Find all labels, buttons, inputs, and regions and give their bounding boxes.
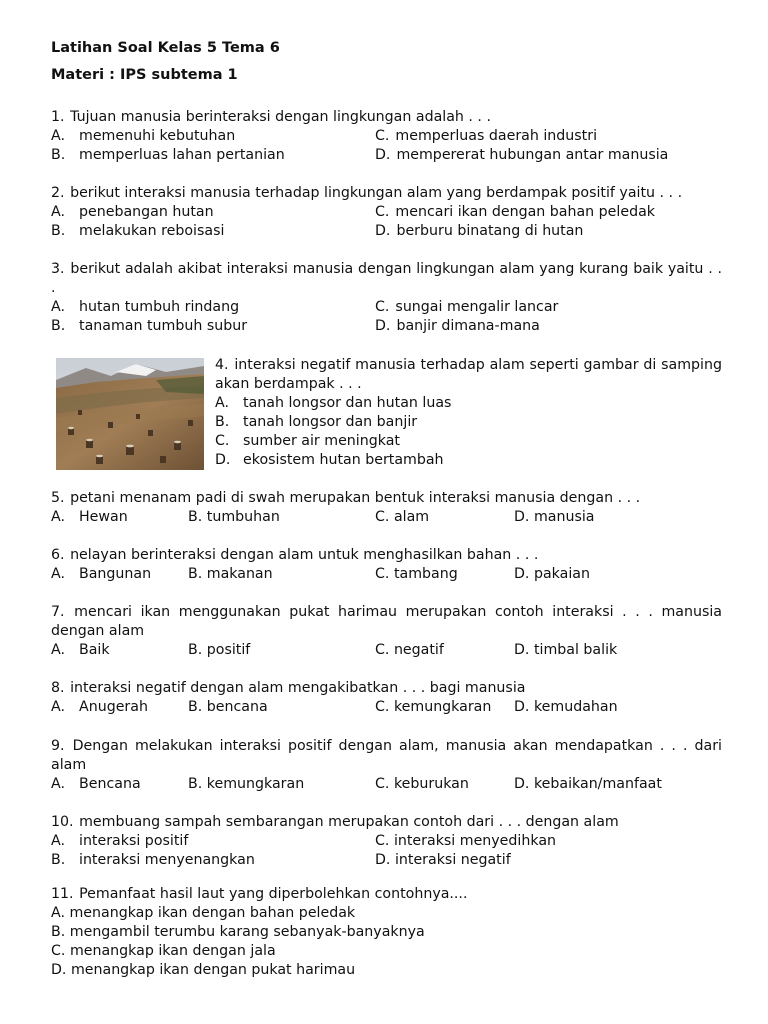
deforestation-illustration	[56, 358, 204, 470]
option-b: B. makanan	[188, 566, 273, 582]
question-text: interaksi negatif manusia terhadap alam seperti gambar di samping akan berdampak . . .	[215, 357, 722, 392]
option-b: B. tumbuhan	[188, 509, 280, 525]
question-5	[51, 489, 722, 527]
question-3	[51, 260, 722, 336]
question-number: 3.	[51, 261, 65, 277]
question-2	[51, 184, 722, 241]
question-number: 11.	[51, 886, 74, 902]
option-b: B. melakukan reboisasi	[51, 223, 225, 239]
worksheet-subtitle: Materi : IPS subtema 1	[51, 67, 238, 83]
option-b: B. memperluas lahan pertanian	[51, 147, 285, 163]
option-d: D. kemudahan	[514, 699, 618, 715]
option-d: D. pakaian	[514, 566, 590, 582]
option-c: C. tambang	[375, 566, 458, 582]
option-a: A. Baik	[51, 642, 110, 658]
question-text: berikut interaksi manusia terhadap lingkungan alam yang berdampak positif yaitu . . .	[70, 185, 683, 201]
question-text: membuang sampah sembarangan merupakan contoh dari . . . dengan alam	[79, 814, 619, 830]
question-text: Dengan melakukan interaksi positif dengan alam, manusia akan mendapatkan . . . dari alam	[51, 738, 722, 773]
option-c: C. memperluas daerah industri	[375, 128, 598, 144]
question-text: petani menanam padi di swah merupakan bentuk interaksi manusia dengan . . .	[70, 490, 641, 506]
option-c: C. interaksi menyedihkan	[375, 833, 557, 849]
question-number: 1.	[51, 109, 65, 125]
option-d: D. interaksi negatif	[375, 852, 511, 868]
question-text: berikut adalah akibat interaksi manusia dengan lingkungan alam yang kurang baik yaitu . . .	[51, 261, 722, 296]
question-6	[51, 546, 722, 584]
question-number: 9.	[51, 738, 65, 754]
question-number: 6.	[51, 547, 65, 563]
question-number: 2.	[51, 185, 65, 201]
question-11	[51, 885, 722, 980]
question-text: Pemanfaat hasil laut yang diperbolehkan contohnya....	[79, 886, 468, 902]
option-d: D. banjir dimana-mana	[375, 318, 540, 334]
option-a: A. menangkap ikan dengan bahan peledak	[51, 905, 356, 921]
option-c: C. negatif	[375, 642, 444, 658]
question-9	[51, 737, 722, 794]
option-d: D. kebaikan/manfaat	[514, 776, 662, 792]
option-b: B. bencana	[188, 699, 268, 715]
option-b: B. tanaman tumbuh subur	[51, 318, 248, 334]
worksheet-title: Latihan Soal Kelas 5 Tema 6	[51, 40, 280, 56]
option-c: C. mencari ikan dengan bahan peledak	[375, 204, 655, 220]
question-text: Tujuan manusia berinteraksi dengan lingkungan adalah . . .	[70, 109, 491, 125]
deforested-hillside-photo	[56, 358, 204, 470]
option-a: A. tanah longsor dan hutan luas	[215, 395, 452, 411]
option-a: A. Anugerah	[51, 699, 148, 715]
option-c: C. alam	[375, 509, 430, 525]
option-c: C. kemungkaran	[375, 699, 492, 715]
option-b: B. mengambil terumbu karang sebanyak-banyaknya	[51, 924, 425, 940]
question-4	[215, 356, 722, 470]
question-8	[51, 679, 722, 717]
option-d: D. berburu binatang di hutan	[375, 223, 584, 239]
option-a: A. Hewan	[51, 509, 128, 525]
question-1	[51, 108, 722, 165]
option-c: C. menangkap ikan dengan jala	[51, 943, 276, 959]
option-c: C. keburukan	[375, 776, 469, 792]
option-b: B. positif	[188, 642, 251, 658]
option-b: B. tanah longsor dan banjir	[215, 414, 418, 430]
option-d: D. timbal balik	[514, 642, 618, 658]
option-a: A. penebangan hutan	[51, 204, 214, 220]
option-b: B. kemungkaran	[188, 776, 305, 792]
question-number: 4.	[215, 357, 229, 373]
question-10	[51, 813, 722, 870]
question-text: mencari ikan menggunakan pukat harimau merupakan contoh interaksi . . . manusia dengan alam	[51, 604, 723, 639]
question-text: interaksi negatif dengan alam mengakibatkan . . . bagi manusia	[70, 680, 526, 696]
question-text: nelayan berinteraksi dengan alam untuk menghasilkan bahan . . .	[70, 547, 539, 563]
option-a: A. Bencana	[51, 776, 141, 792]
option-c: C. sungai mengalir lancar	[375, 299, 559, 315]
option-a: A. memenuhi kebutuhan	[51, 128, 236, 144]
option-a: A. hutan tumbuh rindang	[51, 299, 240, 315]
option-a: A. Bangunan	[51, 566, 152, 582]
question-7	[51, 603, 722, 660]
question-number: 8.	[51, 680, 65, 696]
option-d: D. menangkap ikan dengan pukat harimau	[51, 962, 356, 978]
option-d: D. mempererat hubungan antar manusia	[375, 147, 669, 163]
question-number: 5.	[51, 490, 65, 506]
option-b: B. interaksi menyenangkan	[51, 852, 255, 868]
question-number: 10.	[51, 814, 74, 830]
option-c: C. sumber air meningkat	[215, 433, 400, 449]
question-number: 7.	[51, 604, 65, 620]
option-a: A. interaksi positif	[51, 833, 189, 849]
option-d: D. ekosistem hutan bertambah	[215, 452, 444, 468]
option-d: D. manusia	[514, 509, 595, 525]
